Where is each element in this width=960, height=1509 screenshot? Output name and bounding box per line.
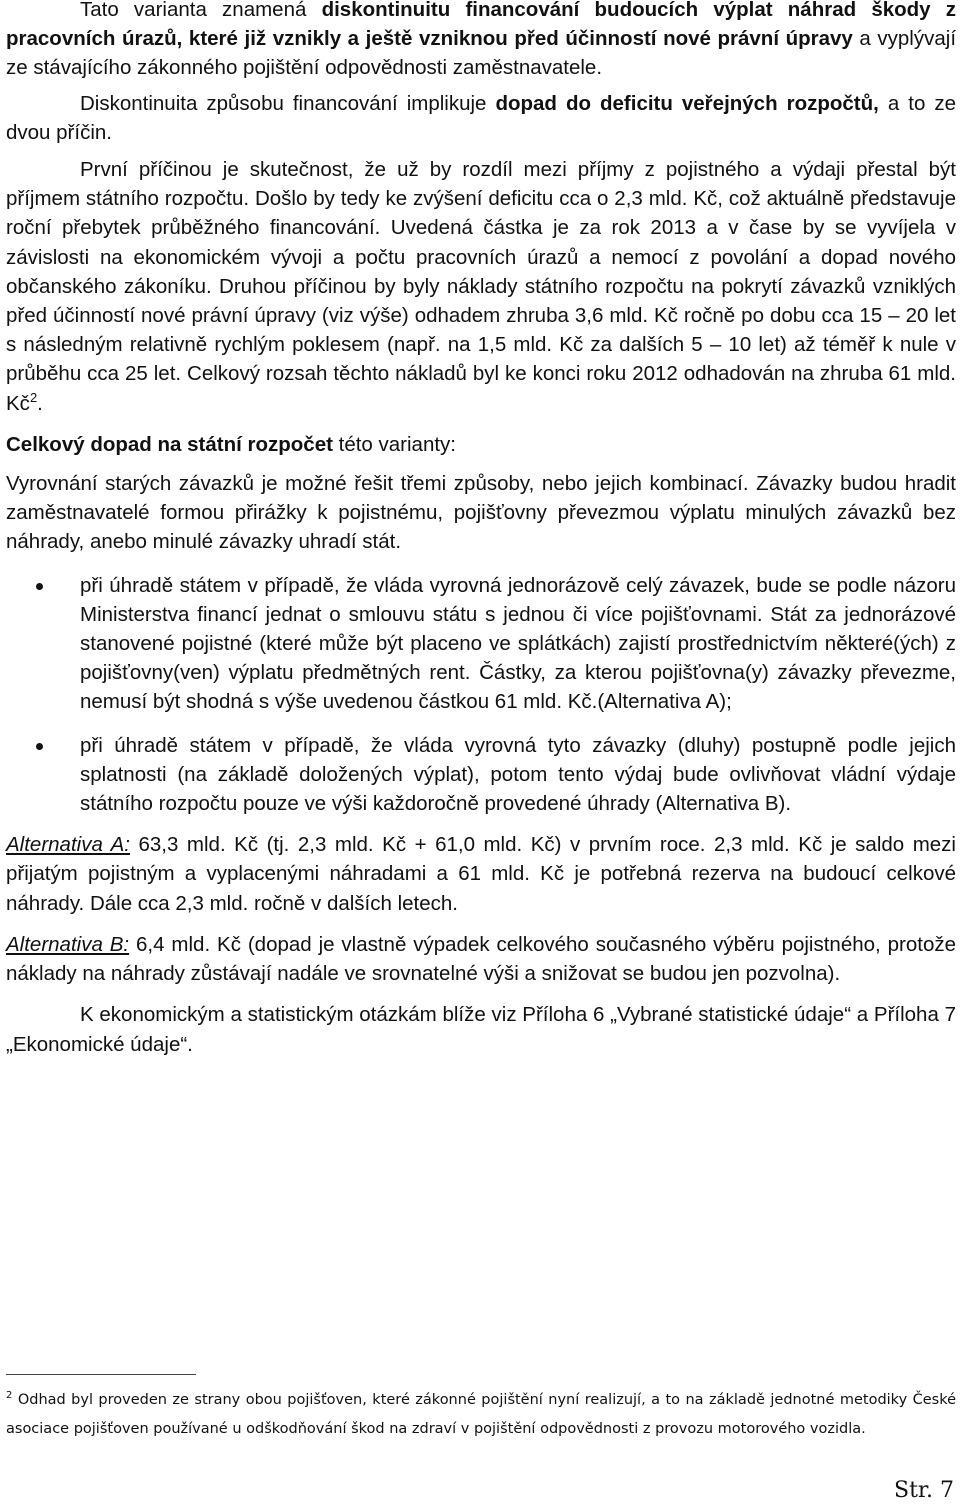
- page-number: Str. 7: [894, 1478, 954, 1503]
- paragraph-total-impact-heading: [6, 430, 956, 459]
- bullet-icon: [36, 583, 43, 590]
- list-item-text: při úhradě státem v případě, že vláda vyrovná jednorázově celý závazek, bude se podle názoru Ministerstva financí jednat o smlouvu státu s jednou či více pojišťovnami. Stát za jednorázové stanovené pojistné (které může být placeno ve splátkách) zajistí prostřednictvím některé(ých) z pojišťovny(ven) výplatu předmětných rent. Částky, za kterou pojišťovna(y) závazky převezme, nemusí být shodná s výše uvedenou částkou 61 mld. Kč.(Alternativa A);: [80, 573, 956, 714]
- bold-text: dopad do deficitu veřejných rozpočtů,: [495, 91, 879, 115]
- paragraph-settlement-options: Vyrovnání starých závazků je možné řešit třemi způsoby, nebo jejich kombinací. Závazky budou hradit zaměstnavatelé formou přirážky k pojistnému, pojišťovny převezmou výplatu minulých závazků bez náhrady, anebo minulé závazky uhradí stát.: [6, 472, 956, 554]
- alternative-a-label: Alternativa A:: [6, 833, 130, 857]
- text-run: .: [37, 391, 43, 415]
- paragraph-discontinuity: [6, 0, 956, 83]
- paragraph-alternative-a: [6, 830, 956, 918]
- text-run: [182, 27, 189, 50]
- alternative-b-label: Alternativa B:: [6, 932, 130, 956]
- footnote-text: Odhad byl proveden ze strany obou pojišťoven, které zákonné pojištění nyní realizují, a to na základě jednotné metodiky České asociace pojišťoven používané u odškodňování škod na zdraví v pojištění odpovědnosti z provozu motorového vozidla.: [6, 1392, 956, 1437]
- text-run: 6,4 mld. Kč (dopad je vlastně výpadek celkového současného výběru pojistného, protože náklady na náhrady zůstávají nadále ve srovnatelné výši a snižovat se budou jen pozvolna).: [6, 932, 956, 986]
- footnote-separator: [6, 1374, 196, 1375]
- paragraph-causes: [6, 155, 956, 418]
- bold-text: které již vznikly a ještě vzniknou před účinností nové právní úpravy: [188, 27, 853, 51]
- list-item-text: při úhradě státem v případě, že vláda vyrovná tyto závazky (dluhy) postupně podle jejich splatnosti (na základě doložených výplat), potom tento výdaj bude ovlivňovat vládní výdaje státního rozpočtu pouze ve výši každoročně provedené úhrady (Alternativa B).: [80, 733, 956, 816]
- footnote-reference[interactable]: 2: [29, 389, 38, 405]
- paragraph-deficit-impact: [6, 89, 956, 147]
- bold-text: diskontinuitu financování budoucích výplat náhrad škody z pracovních úrazů,: [6, 0, 956, 51]
- text-run: a vyplývají ze stávajícího zákonného pojištění odpovědnosti zaměstnavatele.: [6, 27, 957, 80]
- bullet-icon: [36, 743, 43, 750]
- list-item: [6, 571, 956, 717]
- text-run: Tato varianta znamená: [80, 0, 322, 21]
- text-run: a to ze dvou příčin.: [6, 91, 956, 144]
- text-run: této varianty:: [332, 432, 456, 456]
- text-run: Diskontinuita způsobu financování implikuje: [80, 91, 496, 115]
- list-item: [6, 731, 956, 819]
- paragraph-alternative-b: [6, 930, 956, 988]
- bullet-list: [6, 571, 956, 819]
- footnote-number: 2: [6, 1390, 13, 1402]
- document-page: [6, 0, 956, 1059]
- text-run: První příčinou je skutečnost, že už by rozdíl mezi příjmy z pojistného a výdaji přestal být příjmem státního rozpočtu. Došlo by tedy ke zvýšení deficitu cca o 2,3 mld. Kč, což aktuálně představuje roční přebytek průběžného financování. Uvedená částka je za rok 2013 a v čase by se vyvíjela v závislosti na ekonomickém vývoji a počtu pracovních úrazů a nemocí z povolání a dopad nového občanského zákoníku. Druhou příčinou by byly náklady státního rozpočtu na pokrytí závazků vzniklých před účinností nové právní úpravy (viz výše) odhadem zhruba 3,6 mld. Kč ročně po dobu cca 15 – 20 let s následným relativně rychlým poklesem (např. na 1,5 mld. Kč za dalších 5 – 10 let) až téměř k nule v průběhu cca 25 let. Celkový rozsah těchto nákladů byl ke konci roku 2012 odhadován na zhruba 61 mld. Kč: [6, 158, 956, 415]
- footnote: [6, 1386, 956, 1444]
- text-run: 63,3 mld. Kč (tj. 2,3 mld. Kč + 61,0 mld. Kč) v prvním roce. 2,3 mld. Kč je saldo mezi přijatým pojistným a vyplacenými náhradami a 61 mld. Kč je potřebná rezerva na budoucí celkové náhrady. Dále cca 2,3 mld. ročně v dalších letech.: [6, 833, 956, 915]
- paragraph-annex-reference: K ekonomickým a statistickým otázkám blíže viz Příloha 6 „Vybrané statistické údaje“ a Příloha 7 „Ekonomické údaje“.: [6, 1003, 956, 1056]
- bold-text: Celkový dopad na státní rozpočet: [6, 432, 333, 456]
